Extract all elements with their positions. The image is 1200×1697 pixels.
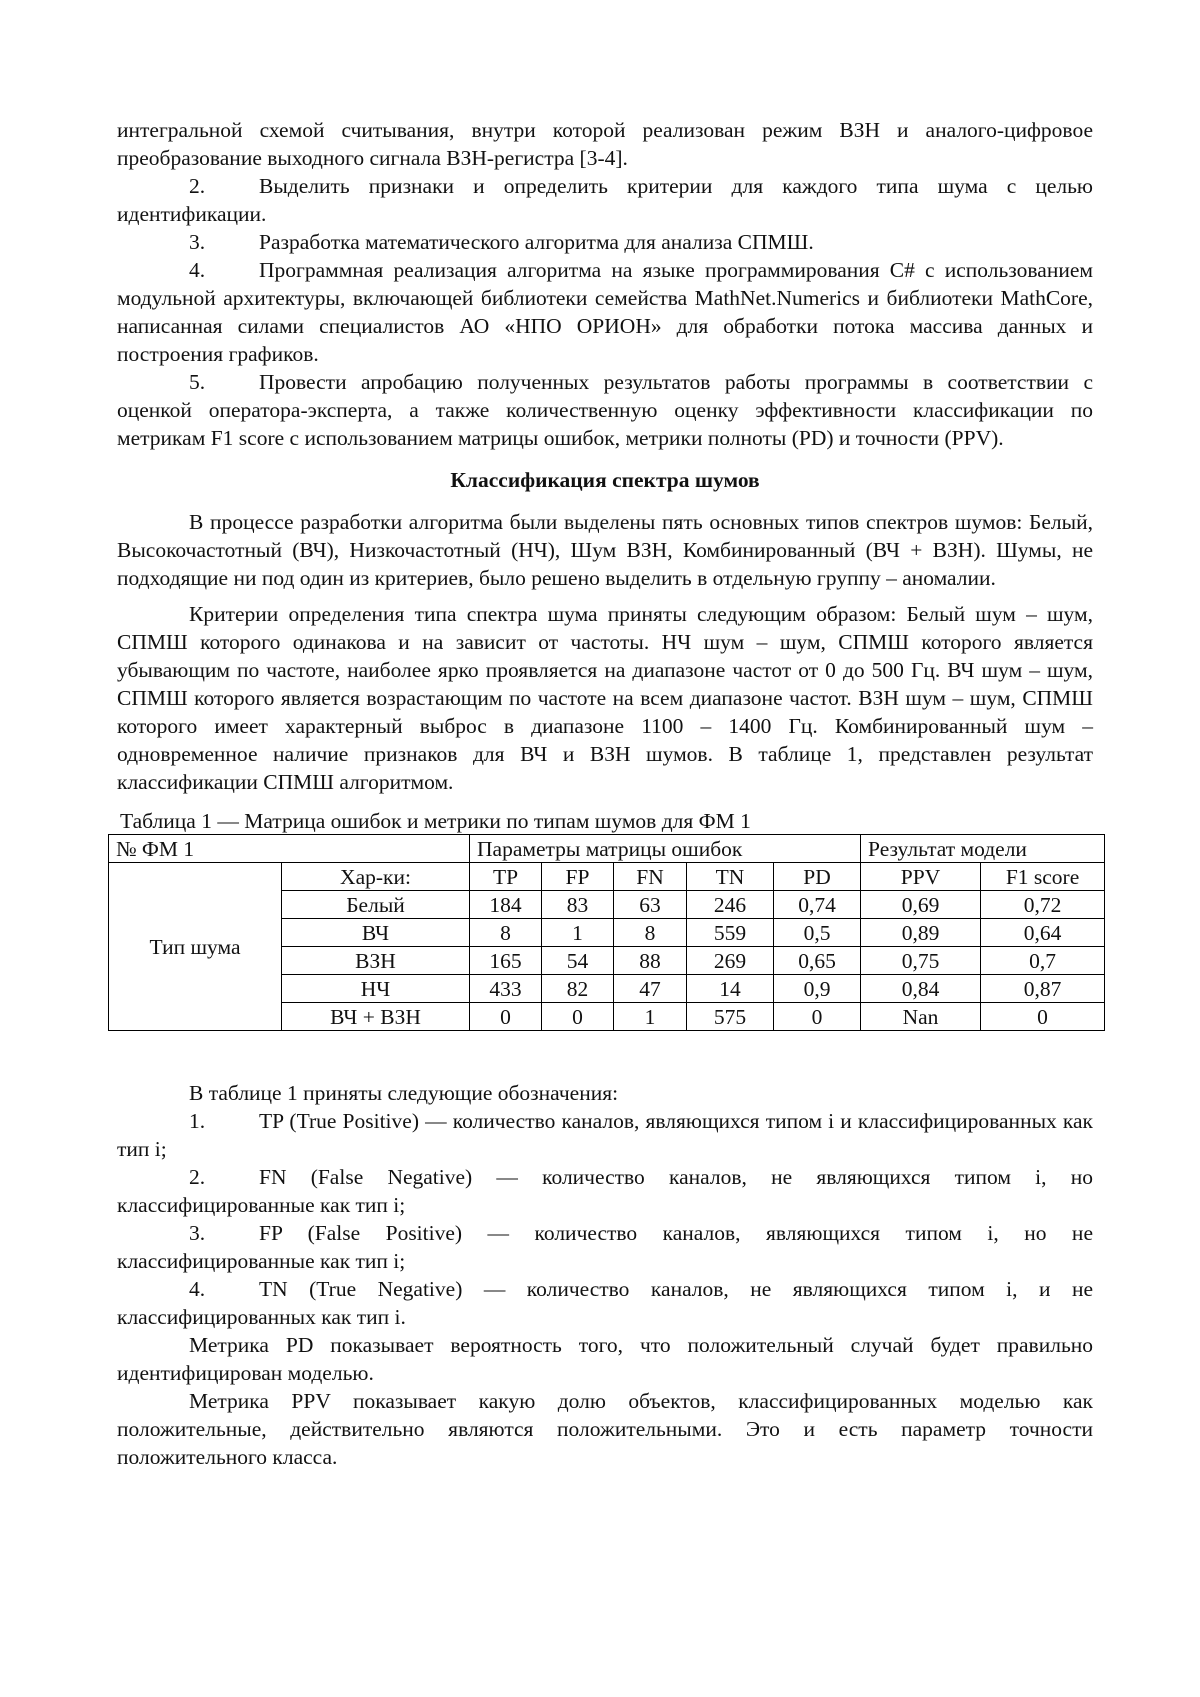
table-cell: 0,65: [774, 947, 861, 975]
task-item-text: Разработка математического алгоритма для анализа СПМШ.: [259, 230, 814, 254]
table-cell: НЧ: [282, 975, 470, 1003]
table-cell: ВЧ: [282, 919, 470, 947]
table-cell: 0,5: [774, 919, 861, 947]
table-cell: 433: [470, 975, 542, 1003]
table-cell: ВЧ + ВЗН: [282, 1003, 470, 1031]
paragraph-pd-metric: Метрика PD показывает вероятность того, что положительный случай будет правильно идентифицирован моделью.: [117, 1333, 1093, 1385]
table-cell: 0,72: [981, 891, 1105, 919]
notation-item-text: FN (False Negative) — количество каналов, не являющихся типом i, но классифицированные как тип i;: [117, 1165, 1093, 1217]
table-cell: 54: [542, 947, 614, 975]
paragraph-intro-continuation: интегральной схемой считывания, внутри которой реализован режим ВЗН и аналого-цифровое преобразование выходного сигнала ВЗН-регистра [3-4].: [117, 118, 1093, 170]
task-item-text: Провести апробацию полученных результатов работы программы в соответствии с оценкой оператора-эксперта, а также количественную оценку эффективности классификации по метрикам F1 score с использованием матрицы ошибок, метрики полноты (PD) и точности (PPV).: [117, 370, 1093, 450]
table-cell: 575: [687, 1003, 774, 1031]
row-group-label-cell: Тип шума: [109, 863, 282, 1031]
table-cell: 0,69: [861, 891, 981, 919]
table-cell: Белый: [282, 891, 470, 919]
column-header-cell: TN: [687, 863, 774, 891]
table-cell: 0,89: [861, 919, 981, 947]
column-header-cell: TP: [470, 863, 542, 891]
notation-item-number: 3.: [189, 1221, 206, 1245]
task-item-number: 4.: [189, 258, 206, 282]
table-cell: 8: [614, 919, 687, 947]
table-cell: Nan: [861, 1003, 981, 1031]
table-cell: 82: [542, 975, 614, 1003]
table-cell: 0,75: [861, 947, 981, 975]
notation-item-number: 4.: [189, 1277, 206, 1301]
task-item-3: [117, 228, 1093, 256]
table-cell: 1: [542, 919, 614, 947]
document-body: [117, 116, 1093, 1471]
table-cell: 0: [981, 1003, 1105, 1031]
task-item-5: [117, 368, 1093, 452]
notation-item-fn: [117, 1163, 1093, 1219]
table-caption: Таблица 1 — Матрица ошибок и метрики по типам шумов для ФМ 1: [120, 809, 751, 833]
column-header-cell: PD: [774, 863, 861, 891]
notation-item-text: TP (True Positive) — количество каналов, являющихся типом i и классифицированных как тип i;: [117, 1109, 1093, 1161]
notation-item-text: TN (True Negative) — количество каналов, не являющихся типом i, и не классифицированных как тип i.: [117, 1277, 1093, 1329]
task-item-number: 5.: [189, 370, 206, 394]
column-header-cell: PPV: [861, 863, 981, 891]
task-item-text: Выделить признаки и определить критерии для каждого типа шума с целью идентификации.: [117, 174, 1093, 226]
task-item-number: 3.: [189, 230, 206, 254]
table-cell: 0,84: [861, 975, 981, 1003]
confusion-matrix-table: [108, 834, 1105, 1031]
table-cell: 269: [687, 947, 774, 975]
table-cell: 63: [614, 891, 687, 919]
notation-item-number: 1.: [189, 1109, 206, 1133]
table-cell: 8: [470, 919, 542, 947]
paragraph-notation-intro: В таблице 1 приняты следующие обозначения:: [189, 1081, 619, 1105]
header-result-cell: Результат модели: [861, 835, 1105, 863]
table-cell: 0,87: [981, 975, 1105, 1003]
table-cell: 0: [774, 1003, 861, 1031]
notation-item-tp: [117, 1107, 1093, 1163]
notation-item-fp: [117, 1219, 1093, 1275]
table-cell: 165: [470, 947, 542, 975]
notation-item-text: FP (False Positive) — количество каналов, являющихся типом i, но не классифицированные как тип i;: [117, 1221, 1093, 1273]
table-cell: 0,74: [774, 891, 861, 919]
section-title: Классификация спектра шумов: [450, 468, 760, 492]
task-item-text: Программная реализация алгоритма на языке программирования C# с использованием модульной архитектуры, включающей библиотеки семейства MathNet.Numerics и библиотеки MathCore, написанная силами специалистов АО «НПО ОРИОН» для обработки потока массива данных и построения графиков.: [117, 258, 1093, 366]
task-item-2: [117, 172, 1093, 228]
task-item-number: 2.: [189, 174, 206, 198]
table-cell: 184: [470, 891, 542, 919]
table-cell: 0,64: [981, 919, 1105, 947]
table-cell: 0,7: [981, 947, 1105, 975]
task-item-4: [117, 256, 1093, 368]
notation-item-tn: [117, 1275, 1093, 1331]
paragraph-criteria: Критерии определения типа спектра шума приняты следующим образом: Белый шум – шум, СПМШ которого одинакова и на зависит от частоты. НЧ шум – шум, СПМШ которого является убывающим по частоте, наиболее ярко проявляется на диапазоне частот от 0 до 500 Гц. ВЧ шум – шум, СПМШ которого является возрастающим по частоте на всем диапазоне частот. ВЗН шум – шум, СПМШ которого имеет характерный выброс в диапазоне 1100 – 1400 Гц. Комбинированный шум – одновременное наличие признаков для ВЧ и ВЗН шумов. В таблице 1, представлен результат классификации СПМШ алгоритмом.: [117, 602, 1093, 794]
paragraph-noise-types: В процессе разработки алгоритма были выделены пять основных типов спектров шумов: Белый, Высокочастотный (ВЧ), Низкочастотный (НЧ), Шум ВЗН, Комбинированный (ВЧ + ВЗН). Шумы, не подходящие ни под один из критериев, было решено выделить в отдельную группу – аномалии.: [117, 510, 1093, 590]
table-cell: ВЗН: [282, 947, 470, 975]
column-header-cell: F1 score: [981, 863, 1105, 891]
table-cell: 559: [687, 919, 774, 947]
table-cell: 0: [542, 1003, 614, 1031]
table-cell: 14: [687, 975, 774, 1003]
table-cell: 83: [542, 891, 614, 919]
column-header-cell: FP: [542, 863, 614, 891]
header-params-cell: Параметры матрицы ошибок: [470, 835, 861, 863]
column-header-cell: Хар-ки:: [282, 863, 470, 891]
table-cell: 0,9: [774, 975, 861, 1003]
column-header-cell: FN: [614, 863, 687, 891]
notation-item-number: 2.: [189, 1165, 206, 1189]
table-cell: 1: [614, 1003, 687, 1031]
paragraph-ppv-metric: Метрика PPV показывает какую долю объектов, классифицированных моделью как положительные, действительно являются положительными. Это и есть параметр точности положительного класса.: [117, 1389, 1093, 1469]
table-header-row: [109, 835, 1105, 863]
header-fm-cell: № ФМ 1: [109, 835, 470, 863]
table-cell: 246: [687, 891, 774, 919]
table-cell: 88: [614, 947, 687, 975]
table-cell: 47: [614, 975, 687, 1003]
table-cell: 0: [470, 1003, 542, 1031]
table-column-header-row: [109, 863, 1105, 891]
